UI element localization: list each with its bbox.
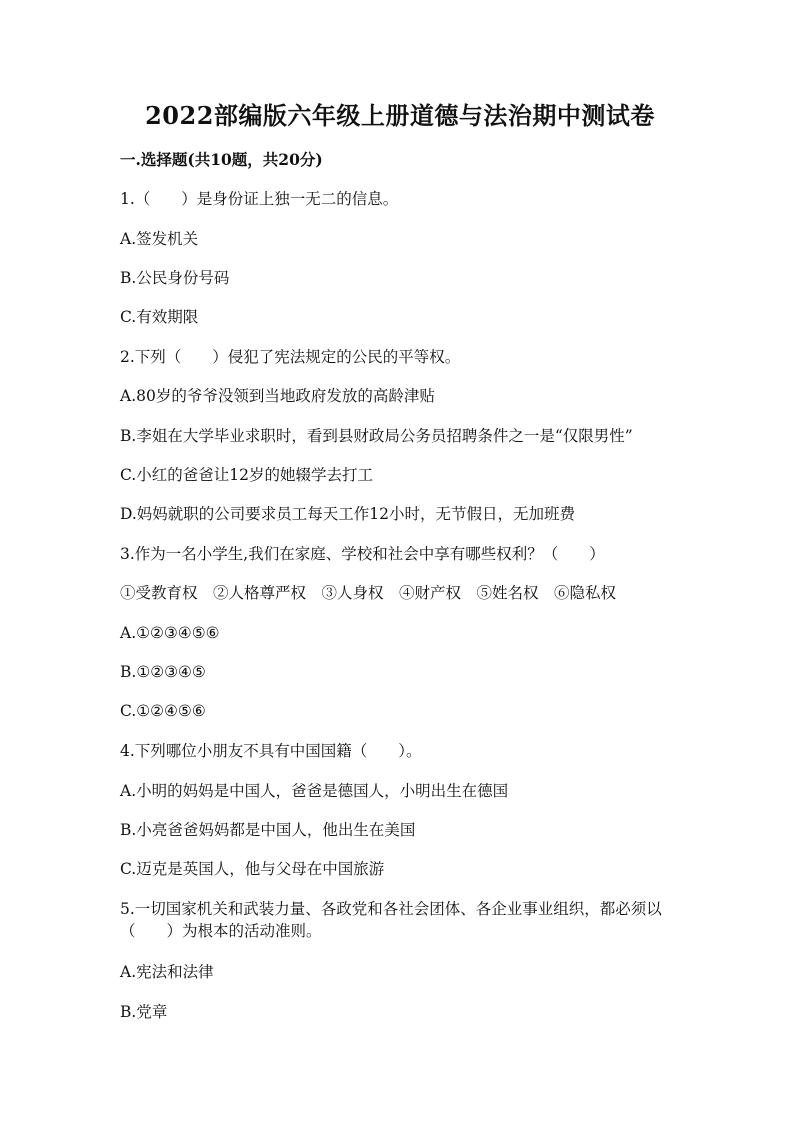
- question-5-option-b: B.党章: [120, 1003, 168, 1021]
- question-2-option-c: C.小红的爸爸让12岁的她辍学去打工: [120, 466, 373, 484]
- section-heading: 一.选择题(共10题，共20分): [120, 150, 323, 169]
- question-2-option-a: A.80岁的爷爷没领到当地政府发放的高龄津贴: [120, 387, 435, 405]
- question-5-option-a: A.宪法和法律: [120, 963, 214, 981]
- question-3-option-a: A.①②③④⑤⑥: [120, 624, 220, 642]
- question-4-option-c: C.迈克是英国人，他与父母在中国旅游: [120, 860, 385, 878]
- question-4-option-a: A.小明的妈妈是中国人，爸爸是德国人，小明出生在德国: [120, 782, 509, 800]
- question-3-items: ①受教育权 ②人格尊严权 ③人身权 ④财产权 ⑤姓名权 ⑥隐私权: [120, 584, 617, 602]
- question-1-stem: 1.（ ）是身份证上独一无二的信息。: [120, 190, 399, 208]
- question-4-option-b: B.小亮爸爸妈妈都是中国人，他出生在美国: [120, 821, 416, 839]
- question-3-option-c: C.①②④⑤⑥: [120, 702, 206, 720]
- exam-title: 2022部编版六年级上册道德与法治期中测试卷: [145, 101, 655, 130]
- question-3-option-b: B.①②③④⑤: [120, 663, 206, 681]
- question-2-stem: 2.下列（ ）侵犯了宪法规定的公民的平等权。: [120, 348, 461, 366]
- question-3-stem: 3.作为一名小学生,我们在家庭、学校和社会中享有哪些权利？（ ）: [120, 545, 605, 563]
- question-2-option-b: B.李姐在大学毕业求职时，看到县财政局公务员招聘条件之一是“仅限男性”: [120, 427, 633, 445]
- question-1-option-c: C.有效期限: [120, 308, 199, 326]
- question-1-option-a: A.签发机关: [120, 230, 199, 248]
- question-2-option-d: D.妈妈就职的公司要求员工每天工作12小时，无节假日，无加班费: [120, 505, 576, 523]
- question-1-option-b: B.公民身份号码: [120, 269, 230, 287]
- question-4-stem: 4.下列哪位小朋友不具有中国国籍（ ）。: [120, 742, 422, 760]
- question-5-stem: 5.一切国家机关和武装力量、各政党和各社会团体、各企业事业组织，都必须以（ ）为根本的活动准则。: [120, 900, 662, 940]
